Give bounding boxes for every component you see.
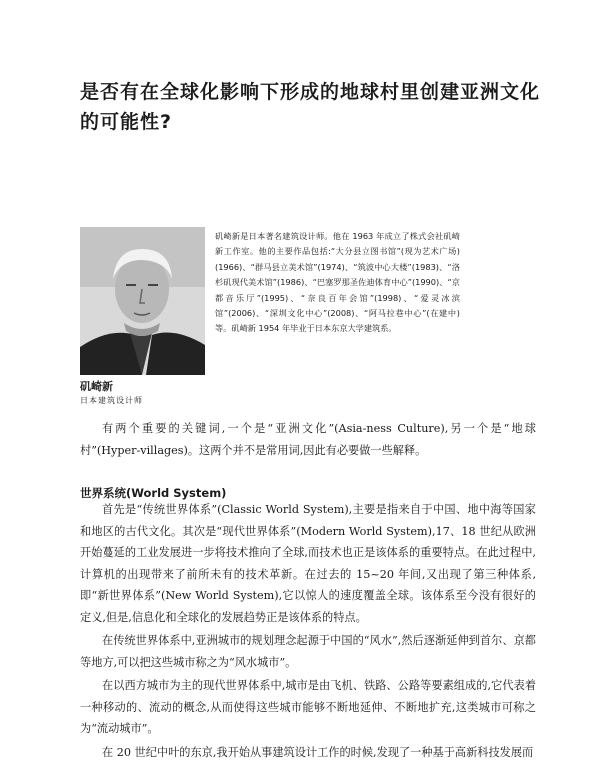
body-paragraph: 首先是“传统世界体系”(Classic World System),主要是指来自于中国、地中海等国家和地区的古代文化。其次是“现代世界体系”(Modern World System),17、18 世纪从欧洲开始蔓延的工业发展进一步将技术推向了全球,而技术也正是该体系的重要特点。在此过程中,计算机的出现带来了前所未有的技术革新。在过去的 15~20 年间,又出现了第三种体系,即“新世界体系”(New World System),它以惊人的速度覆盖全球。该体系至今没有很好的定义,但是,信息化和全球化的发展趋势正是该体系的特点。 — [80, 503, 536, 624]
section-heading: 世界系统(World System) — [80, 486, 227, 500]
article-title: 是否有在全球化影响下形成的地球村里创建亚洲文化的可能性? — [80, 81, 541, 133]
section-body — [80, 499, 536, 765]
author-role: 日本建筑设计师 — [80, 396, 143, 405]
intro-paragraph: 有两个重要的关键词,一个是“亚洲文化”(Asia-ness Culture),另一个是“地球村”(Hyper-villages)。这两个并不是常用词,因此有必要做一些解释。 — [80, 422, 536, 457]
author-bio: 矶崎新是日本著名建筑设计师。他在 1963 年成立了株式会社矶崎新工作室。他的主要作品包括:“大分县立图书馆”(现为艺术广场)(1966)、“群马县立美术馆”(1974)、“筑波中心大楼”(1983)、“洛杉矶现代美术馆”(1986)、“巴塞罗那圣佐迪体育中心”(1990)、“京都音乐厅”(1995)、“奈良百年会馆”(1998)、“爱灵冰滨馆”(2006)、“深圳文化中心”(2008)、“阿马拉巷中心”(在建中)等。矶崎新 1954 年毕业于日本东京大学建筑系。 — [215, 231, 460, 334]
author-photo — [80, 227, 205, 375]
body-paragraph: 在以西方城市为主的现代世界体系中,城市是由飞机、铁路、公路等要素组成的,它代表着一种移动的、流动的概念,从而使得这些城市能够不断地延伸、不断地扩充,这类城市可称之为“流动城市”。 — [80, 679, 536, 735]
author-name: 矶崎新 — [80, 380, 113, 393]
body-paragraph: 在 20 世纪中叶的东京,我开始从事建筑设计工作的时候,发现了一种基于高新科技发展而 — [102, 745, 534, 759]
portrait-image — [80, 227, 205, 375]
body-paragraph: 在传统世界体系中,亚洲城市的规划理念起源于中国的“风水”,然后逐渐延伸到首尔、京都等地方,可以把这些城市称之为“风水城市”。 — [80, 634, 536, 669]
